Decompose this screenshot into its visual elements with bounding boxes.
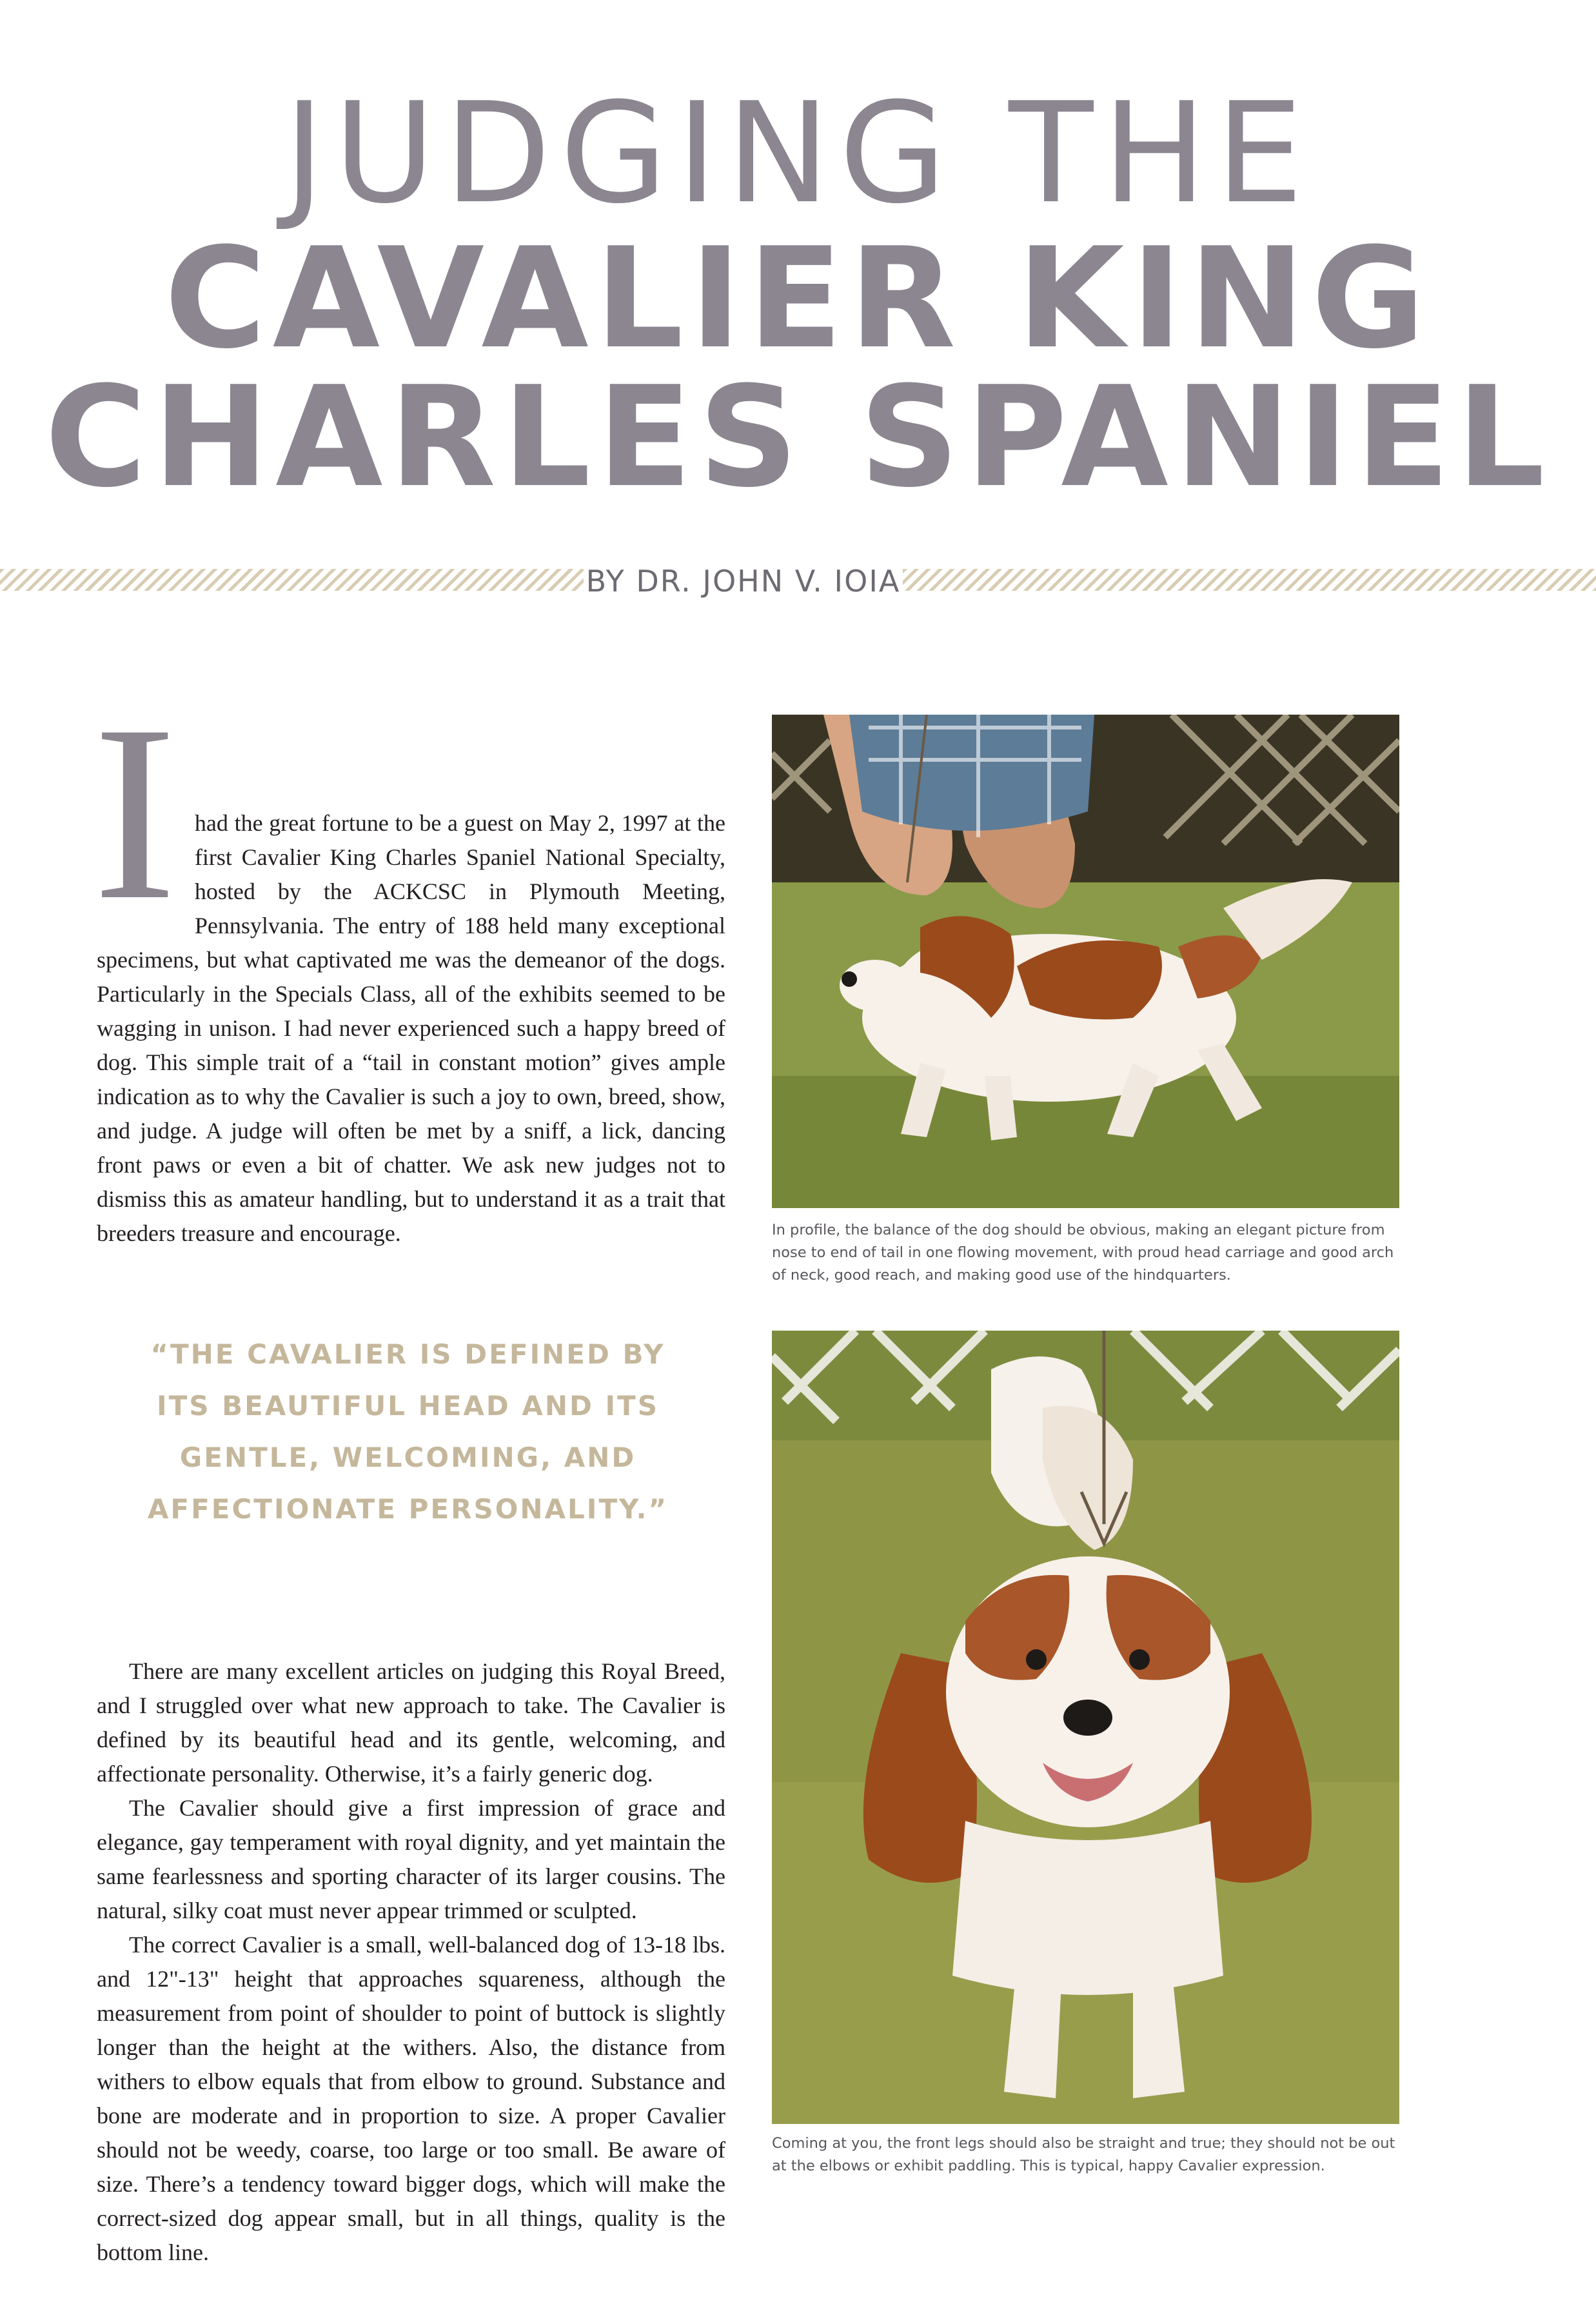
- profile-photo: [772, 715, 1399, 1208]
- hatch-divider-left: [0, 569, 584, 591]
- pull-quote: “THE CAVALIER IS DEFINED BY ITS BEAUTIFUL HEAD AND ITS GENTLE, WELCOMING, AND AFFECTIONATE PERSONALITY.”: [147, 1338, 669, 1525]
- title-line-1: JUDGING THE: [284, 72, 1312, 234]
- front-photo: [772, 1331, 1399, 2124]
- body-paragraph-1: There are many excellent articles on judging this Royal Breed, and I struggled over what new approach to take. The Cavalier is defined by its beautiful head and its gentle, welcoming, and affectionate personality. Otherwise, it’s a fairly generic dog.: [97, 1658, 725, 1787]
- profile-photo-caption: In profile, the balance of the dog should be obvious, making an elegant picture from nose to end of tail in one flowing movement, with proud head carriage and good arch of neck, good reach, and making good use of the hindquarters.: [772, 1222, 1394, 1284]
- body-text: [97, 1654, 725, 2270]
- byline: BY DR. JOHN V. IOIA: [586, 564, 901, 599]
- title-line-3: CHARLES SPANIEL: [44, 356, 1552, 518]
- front-photo-caption: Coming at you, the front legs should also be straight and true; they should not be out at the elbows or exhibit paddling. This is typical, happy Cavalier expression.: [772, 2135, 1395, 2174]
- intro-text: had the great fortune to be a guest on May 2, 1997 at the first Cavalier King Charles Spaniel National Specialty, hosted by the ACKCSC in Plymouth Meeting, Pennsylvania. The entry of 188 held many exceptional specimens, but what captivated me was the demeanor of the dogs. Particularly in the Specials Class, all of the exhibits seemed to be wagging in unison. I had never experienced such a happy breed of dog. This simple trait of a “tail in constant motion” gives ample indication as to why the Cavalier is such a joy to own, breed, show, and judge. A judge will often be met by a sniff, a lick, dancing front paws or even a bit of chatter. We ask new judges not to dismiss this as amateur handling, but to understand it as a trait that breeders treasure and encourage.: [97, 810, 725, 1246]
- title-line-2: CAVALIER KING: [164, 217, 1432, 379]
- intro-paragraph: [93, 673, 725, 1251]
- body-paragraph-2: The Cavalier should give a first impression of grace and elegance, gay temperament with royal dignity, and yet maintain the same fearlessness and sporting character of its larger cousins. The natural, silky coat must never appear trimmed or sculpted.: [97, 1795, 725, 1923]
- body-paragraph-3: The correct Cavalier is a small, well-balanced dog of 13-18 lbs. and 12"-13" height that approaches squareness, although the measurement from point of shoulder to point of buttock is slightly longer than the height at the withers. Also, the distance from withers to elbow equals that from elbow to ground. Substance and bone are moderate and in proportion to size. A proper Cavalier should not be weedy, coarse, too large or too small. Be aware of size. There’s a tendency toward bigger dogs, which will make the correct-sized dog appear small, but in all things, quality is the bottom line.: [97, 1932, 725, 2265]
- drop-cap: I: [93, 673, 177, 952]
- hatch-divider-right: [903, 569, 1596, 591]
- byline-row: [0, 561, 1596, 600]
